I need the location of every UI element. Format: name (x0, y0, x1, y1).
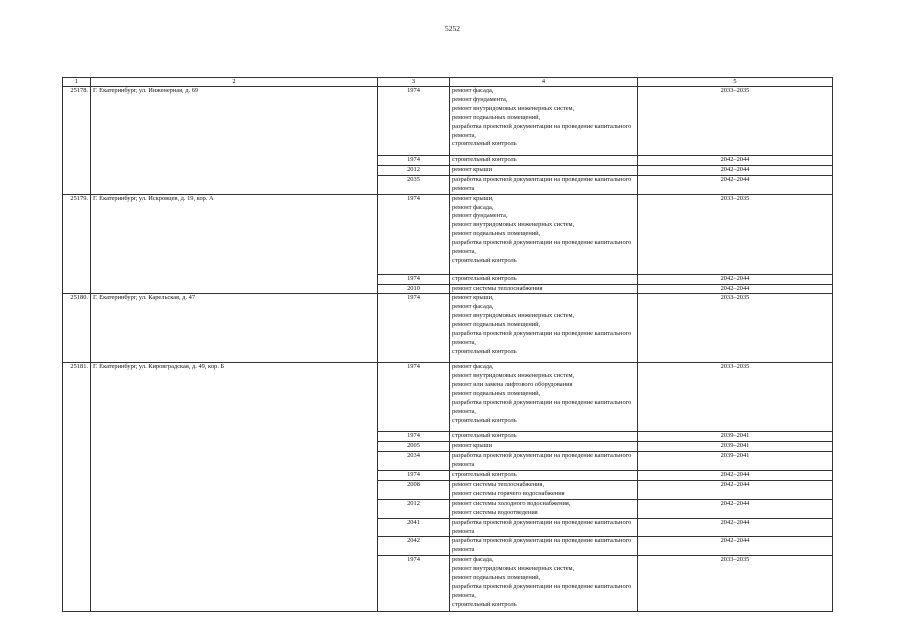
repair-works: ремонт крыши (450, 442, 638, 452)
column-header: 5 (638, 78, 833, 87)
repair-period: 2033–2035 (638, 363, 833, 432)
repair-period: 2042–2044 (638, 274, 833, 284)
repair-works: ремонт крыши, ремонт фасада, ремонт внутридомовых инженерных систем, ремонт подвальных помещений, разработка проектной документации на проведение капитального ремонта, строительный контроль (450, 294, 638, 363)
column-header: 2 (91, 78, 378, 87)
build-year: 2012 (378, 499, 450, 518)
build-year: 1974 (378, 156, 450, 166)
column-header: 1 (63, 78, 91, 87)
repair-period: 2042–2044 (638, 165, 833, 175)
repair-works: ремонт системы теплоснабжения (450, 284, 638, 294)
repair-period: 2039–2041 (638, 432, 833, 442)
build-year: 2042 (378, 537, 450, 556)
repair-works: ремонт крыши (450, 165, 638, 175)
build-year: 2005 (378, 442, 450, 452)
build-year: 2034 (378, 452, 450, 471)
build-year: 1974 (378, 87, 450, 156)
column-header: 3 (378, 78, 450, 87)
repair-works: ремонт фасада, ремонт внутридомовых инженерных систем, ремонт или замена лифтового оборудования ремонт подвальных помещений, разработка проектной документации на проведение капитального ремонта, строительный контроль (450, 363, 638, 432)
repair-works: ремонт фасада, ремонт внутридомовых инженерных систем, ремонт подвальных помещений, разработка проектной документации на проведение капитального ремонта, строительный контроль (450, 556, 638, 612)
build-year: 1974 (378, 194, 450, 274)
building-address: Г. Екатеринбург, ул. Кировградская, д. 49, кор. Б (91, 363, 378, 612)
repair-period: 2042–2044 (638, 471, 833, 481)
build-year: 1974 (378, 432, 450, 442)
build-year: 2012 (378, 165, 450, 175)
repair-period: 2042–2044 (638, 156, 833, 166)
record-number: 25181. (63, 363, 91, 612)
repair-period: 2042–2044 (638, 480, 833, 499)
table-row (63, 87, 833, 156)
building-address: Г. Екатеринбург, ул. Искровцев, д. 19, кор. А (91, 194, 378, 294)
record-number: 25179. (63, 194, 91, 294)
repair-works: ремонт системы холодного водоснабжения, ремонт системы водоотведения (450, 499, 638, 518)
repair-works: строительный контроль (450, 156, 638, 166)
capital-repair-table (62, 77, 833, 612)
repair-works: разработка проектной документации на проведение капитального ремонта (450, 452, 638, 471)
repair-works: разработка проектной документации на проведение капитального ремонта (450, 518, 638, 537)
column-number-row (63, 78, 833, 87)
repair-period: 2033–2035 (638, 294, 833, 363)
build-year: 1974 (378, 294, 450, 363)
build-year: 2041 (378, 518, 450, 537)
repair-works: разработка проектной документации на проведение капитального ремонта (450, 537, 638, 556)
build-year: 1974 (378, 556, 450, 612)
repair-works: ремонт фасада, ремонт фундамента, ремонт внутридомовых инженерных систем, ремонт подвальных помещений, разработка проектной документации на проведение капитального ремонта, строительный контроль (450, 87, 638, 156)
build-year: 1974 (378, 274, 450, 284)
build-year: 1974 (378, 363, 450, 432)
repair-works: разработка проектной документации на проведение капитального ремонта (450, 175, 638, 194)
record-number: 25180. (63, 294, 91, 363)
building-address: Г. Екатеринбург, ул. Инженерная, д. 69 (91, 87, 378, 195)
build-year: 2008 (378, 480, 450, 499)
column-header: 4 (450, 78, 638, 87)
repair-period: 2033–2035 (638, 194, 833, 274)
repair-period: 2042–2044 (638, 499, 833, 518)
repair-period: 2042–2044 (638, 284, 833, 294)
build-year: 1974 (378, 471, 450, 481)
table-row (63, 363, 833, 432)
building-address: Г. Екатеринбург, ул. Карельская, д. 47 (91, 294, 378, 363)
repair-works: ремонт крыши, ремонт фасада, ремонт фундамента, ремонт внутридомовых инженерных систем, ремонт подвальных помещений, разработка проектной документации на проведение капитального ремонта, строительный контроль (450, 194, 638, 274)
build-year: 2035 (378, 175, 450, 194)
table-row (63, 194, 833, 274)
repair-works: строительный контроль (450, 274, 638, 284)
repair-works: ремонт системы теплоснабжения, ремонт системы горячего водоснабжения (450, 480, 638, 499)
build-year: 2010 (378, 284, 450, 294)
repair-period: 2033–2035 (638, 556, 833, 612)
repair-period: 2042–2044 (638, 175, 833, 194)
repair-works: строительный контроль (450, 432, 638, 442)
repair-period: 2033–2035 (638, 87, 833, 156)
repair-period: 2039–2041 (638, 442, 833, 452)
repair-period: 2042–2044 (638, 537, 833, 556)
record-number: 25178. (63, 87, 91, 195)
repair-period: 2042–2044 (638, 518, 833, 537)
repair-works: строительный контроль (450, 471, 638, 481)
page-number: 5252 (445, 24, 460, 33)
repair-period: 2039–2041 (638, 452, 833, 471)
table-row (63, 294, 833, 363)
